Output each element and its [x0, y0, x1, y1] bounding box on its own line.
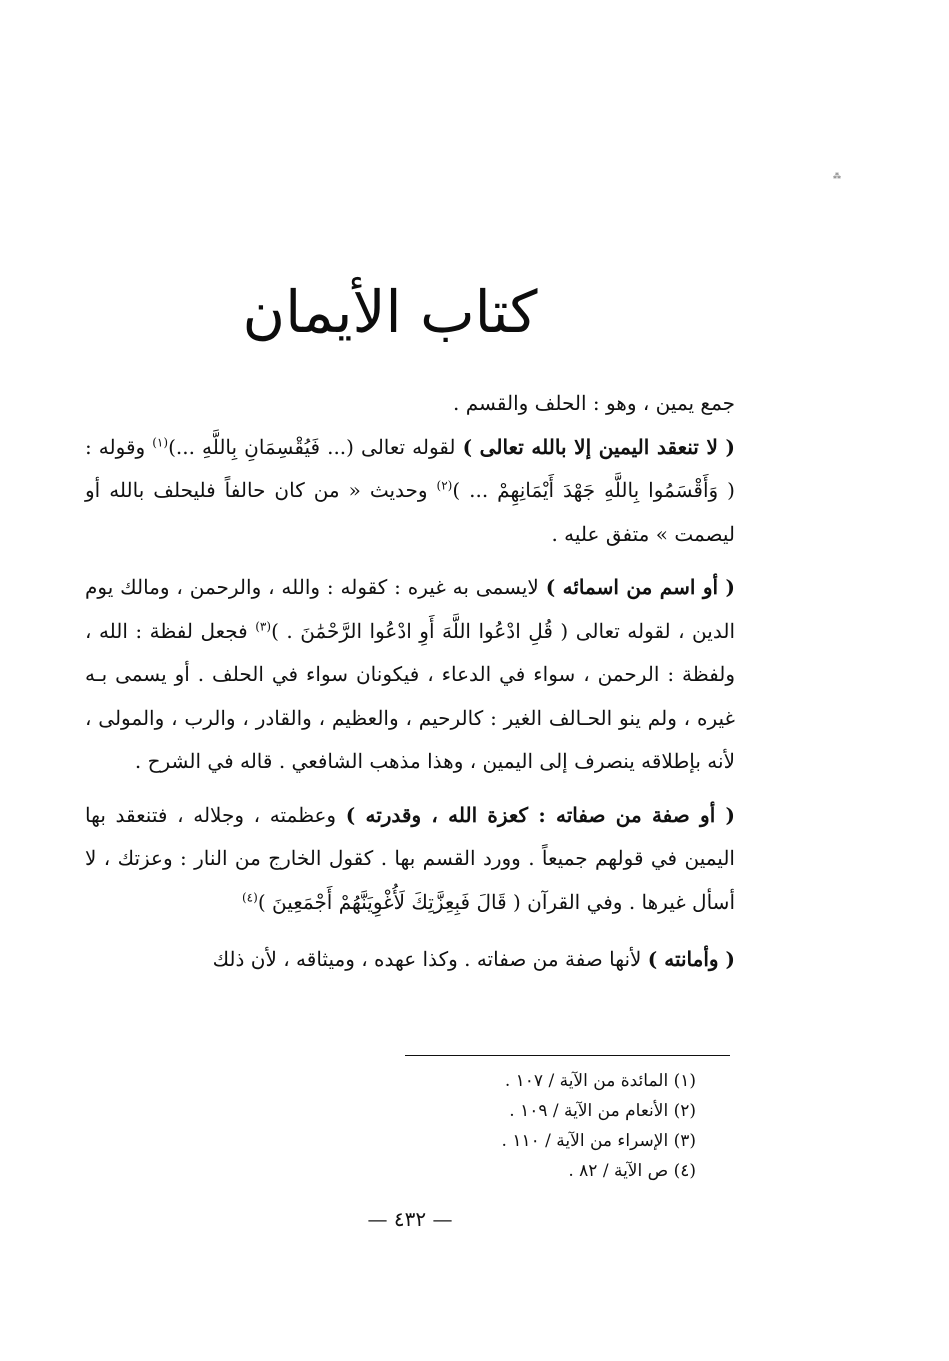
- paragraph-6-text: لأنها صفة من صفاته . وكذا عهده ، وميثاقه ، لأن ذلك: [212, 947, 648, 971]
- paragraph-5: [85, 794, 735, 925]
- scan-speck: ⁂: [833, 172, 841, 181]
- paragraph-2-text: لقوله تعالى (... فَيُقْسِمَانِ بِاللَّهِ ...): [168, 434, 463, 459]
- paragraph-2-heading: ( لا تنعقد اليمين إلا بالله تعالى ): [462, 434, 736, 459]
- paragraph-6: [85, 938, 735, 982]
- paragraph-5-text: وعظمته ، وجلاله ، فتنعقد بها اليمين في قولهم جميعاً . وورد القسم بها . كقول الخارج من النار : وعزتك ، لا أسأل غيرها . وفي القرآن ( قَالَ فَبِعِزَّتِكَ لَأُغْوِيَنَّهُمْ أَجْمَعِينَ ): [85, 802, 735, 914]
- paragraph-4-text-b: فجعل لفظة : الله ، ولفظة : الرحمن ، سواء في الدعاء ، فيكونان سواء في الحلف . أو يسمى بـه غيره ، ولم ينو الحـالف الغير : كالرحيم ، والعظيم ، والقادر ، والرب ، والمولى ، لأنه بإطلاقه ينصرف إلى اليمين ، وهذا مذهب الشافعي . قاله في الشرح .: [85, 618, 735, 773]
- paragraph-3-text-a: وقوله : ( وَأَقْسَمُوا بِاللَّهِ جَهْدَ أَيْمَانِهِمْ ... ): [85, 434, 735, 502]
- footnotes: [380, 1066, 696, 1186]
- footnote-1: (١) المائدة من الآية / ١٠٧ .: [504, 1071, 696, 1091]
- paragraph-5-heading: ( أو صفة من صفاته : كعزة الله ، وقدرته ): [345, 802, 735, 827]
- body-text: [85, 382, 735, 982]
- paragraph-4-text-a: لايسمى به غيره : كقوله : والله ، والرحمن ، ومالك يوم الدين ، لقوله تعالى ( قُلِ ادْعُوا اللَّهَ أَوِ ادْعُوا الرَّحْمَٰنَ . ): [85, 575, 735, 643]
- paragraph-4-heading: ( أو اسم من اسمائه ): [545, 575, 735, 599]
- paragraph-1-text: جمع يمين ، وهو : الحلف والقسم .: [452, 391, 735, 415]
- footnote-4: (٤) ص الآية / ٨٢ .: [568, 1161, 696, 1181]
- footnote-2: (٢) الأنعام من الآية / ١٠٩ .: [509, 1101, 696, 1121]
- chapter-title: كتاب الأيمان: [242, 278, 538, 346]
- footnote-ref-1: (١): [152, 434, 169, 449]
- footnote-separator: [405, 1055, 730, 1056]
- page-number: — ٤٣٢ —: [367, 1207, 453, 1231]
- footnote-ref-4: (٤): [241, 889, 258, 904]
- footnote-ref-2: (٢): [436, 478, 453, 493]
- paragraph-2: [85, 426, 735, 557]
- paragraph-6-heading: ( وأمانته ): [647, 947, 735, 971]
- paragraph-1: [85, 382, 735, 426]
- paragraph-4: [85, 566, 735, 784]
- footnote-ref-3: (٣): [255, 618, 272, 633]
- paragraph-3-text-b: وحديث « من كان حالفاً فليحلف بالله أو ليصمت » متفق عليه .: [85, 478, 735, 546]
- footnote-3: (٣) الإسراء من الآية / ١١٠ .: [501, 1131, 696, 1151]
